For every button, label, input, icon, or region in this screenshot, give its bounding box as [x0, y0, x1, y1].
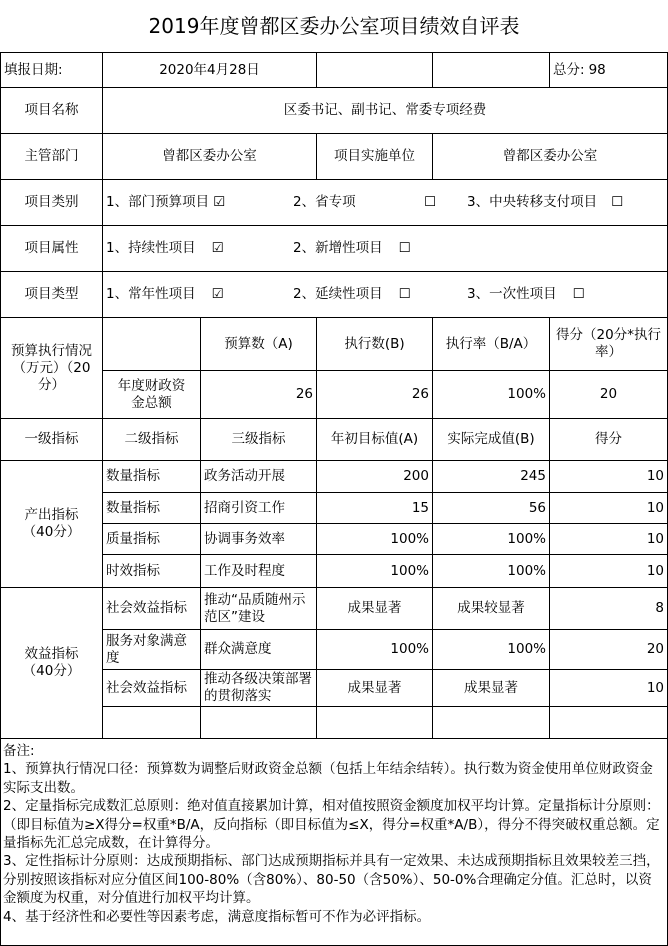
budget-header: 得分（20分*执行率）	[556, 327, 661, 360]
type-option-text: 1、常年性项目	[106, 286, 196, 302]
total-score-value: 98	[588, 61, 606, 78]
checkbox-unchecked-icon[interactable]: ☐	[572, 286, 585, 302]
checkbox-unchecked-icon[interactable]: ☐	[398, 240, 411, 256]
attribute-label: 项目属性	[24, 240, 79, 256]
output-target: 100%	[390, 562, 429, 579]
benefit-level2: 社会效益指标	[106, 600, 187, 616]
attribute-option	[103, 226, 283, 271]
checkbox-unchecked-icon[interactable]: ☐	[424, 194, 437, 210]
indicator-header: 得分	[595, 431, 622, 447]
category-option-text: 1、部门预算项目	[106, 194, 210, 210]
category-label: 项目类别	[24, 194, 79, 210]
output-score: 10	[646, 562, 664, 579]
impl-unit-value: 曾都区委办公室	[502, 148, 598, 164]
budget-label: 预算执行情况（万元）（20分）	[11, 342, 92, 393]
output-actual: 245	[520, 468, 546, 484]
type-option	[290, 272, 460, 317]
checkbox-unchecked-icon[interactable]: ☐	[398, 286, 411, 302]
type-label: 项目类型	[24, 286, 79, 302]
benefit-level3: 推动各级决策部署的贯彻落实	[204, 671, 312, 704]
output-level2: 数量指标	[106, 468, 160, 484]
notes-line: 2、定量指标完成数汇总原则：绝对值直接累加计算，相对值按照资金额度加权平均计算。定量指标计分原则：（即目标值为≥X得分=权重*B/A，反向指标（即目标值为≤X，得分=权重*A/B），得分不得突破权重总额。定量指标先汇总完成数，在计算得分。	[3, 798, 660, 852]
output-actual: 100%	[507, 530, 546, 547]
output-actual: 56	[528, 499, 546, 516]
benefit-level2: 社会效益指标	[106, 679, 187, 696]
budget-header: 执行数(B)	[344, 335, 405, 352]
output-actual: 100%	[507, 562, 546, 579]
category-option-text: 3、中央转移支付项目	[467, 194, 598, 210]
type-option	[103, 272, 283, 317]
total-score	[550, 53, 667, 87]
notes-line: 4、基于经济性和必要性等因素考虑，满意度指标暂可不作为必评指标。	[3, 908, 431, 925]
benefit-actual: 成果显著	[464, 679, 518, 696]
notes-line: 3、定性指标计分原则：达成预期指标、部门达成预期指标并具有一定效果、未达成预期指标且效果较差三挡，分别按照该指标对应分值区间100-80%（含80%）、80-50（含50%）、50-0%合理确定分值。汇总时，以资金额度为权重，对分值进行加权平均计算。	[3, 853, 660, 907]
benefit-target: 成果显著	[347, 679, 402, 696]
project-name-value: 区委书记、副书记、常委专项经费	[283, 102, 487, 118]
output-level2: 数量指标	[106, 499, 160, 516]
output-level3: 政务活动开展	[204, 468, 285, 484]
benefit-level3: 推动“品质随州示范区”建设	[204, 591, 306, 625]
type-option	[464, 272, 667, 317]
budget-row-label: 年度财政资金总额	[117, 377, 186, 411]
indicator-header: 三级指标	[231, 431, 286, 447]
checkbox-checked-icon[interactable]: ☑	[213, 194, 226, 210]
benefit-actual: 成果较显著	[457, 600, 525, 616]
total-score-label: 总分:	[553, 61, 585, 78]
notes-section	[3, 742, 663, 926]
output-level2: 质量指标	[106, 530, 160, 547]
benefit-score: 10	[646, 679, 664, 696]
checkbox-checked-icon[interactable]: ☑	[211, 240, 224, 256]
output-score: 10	[646, 499, 664, 516]
output-group-label: 产出指标（40分）	[22, 507, 81, 540]
benefit-actual: 100%	[507, 641, 546, 657]
checkbox-unchecked-icon[interactable]: ☐	[611, 194, 624, 210]
output-target: 15	[411, 499, 429, 516]
output-score: 10	[646, 468, 664, 484]
budget-header: 执行率（B/A）	[445, 335, 537, 352]
category-option	[464, 180, 667, 225]
impl-unit-label: 项目实施单位	[334, 148, 415, 164]
benefit-score: 8	[655, 600, 664, 616]
indicator-header: 一级指标	[24, 431, 79, 447]
benefit-target: 100%	[390, 641, 429, 657]
attribute-option-text: 2、新增性项目	[293, 240, 383, 256]
checkbox-checked-icon[interactable]: ☑	[211, 286, 224, 302]
benefit-target: 成果显著	[347, 600, 402, 616]
sheet-title: 2019年度曾都区委办公室项目绩效自评表	[148, 14, 520, 38]
budget-header: 预算数（A)	[224, 335, 293, 352]
output-level3: 工作及时程度	[204, 562, 285, 579]
project-name-label: 项目名称	[24, 102, 79, 118]
output-level2: 时效指标	[106, 562, 160, 579]
category-option	[103, 180, 283, 225]
grid-line	[102, 706, 667, 707]
attribute-option	[290, 226, 460, 271]
fill-date-value: 2020年4月28日	[159, 61, 260, 78]
output-target: 100%	[390, 530, 429, 547]
output-level3: 协调事务效率	[204, 530, 285, 547]
attribute-option-text: 1、持续性项目	[106, 240, 196, 256]
type-option-text: 2、延续性项目	[293, 286, 383, 302]
fill-date-label: 填报日期:	[4, 61, 63, 78]
category-option-checkbox	[417, 180, 441, 225]
budget-score: 20	[599, 386, 618, 402]
benefit-level2: 服务对象满意度	[106, 632, 187, 666]
indicator-header: 年初目标值(A)	[330, 431, 419, 447]
notes-heading: 备注:	[3, 743, 35, 759]
output-score: 10	[646, 530, 664, 547]
budget-amount: 26	[295, 386, 313, 402]
grid-line	[432, 52, 433, 87]
grid-line	[0, 738, 667, 739]
output-target: 200	[403, 468, 429, 484]
indicator-header: 二级指标	[124, 431, 179, 447]
department-label: 主管部门	[24, 148, 79, 164]
category-option-text: 2、省专项	[293, 194, 356, 210]
indicator-header: 实际完成值(B)	[447, 431, 535, 447]
notes-line: 1、预算执行情况口径：预算数为调整后财政资金总额（包括上年结余结转）。执行数为资金使用单位财政资金实际支出数。	[3, 761, 653, 796]
benefit-score: 20	[646, 641, 664, 657]
grid-line	[316, 52, 317, 87]
type-option-text: 3、一次性项目	[467, 286, 557, 302]
executed-amount: 26	[411, 386, 429, 402]
department-value: 曾都区委办公室	[162, 148, 257, 164]
output-level3: 招商引资工作	[204, 499, 285, 516]
benefit-group-label: 效益指标（40分）	[22, 646, 81, 679]
execution-rate: 100%	[507, 386, 546, 402]
benefit-level3: 群众满意度	[204, 641, 272, 657]
